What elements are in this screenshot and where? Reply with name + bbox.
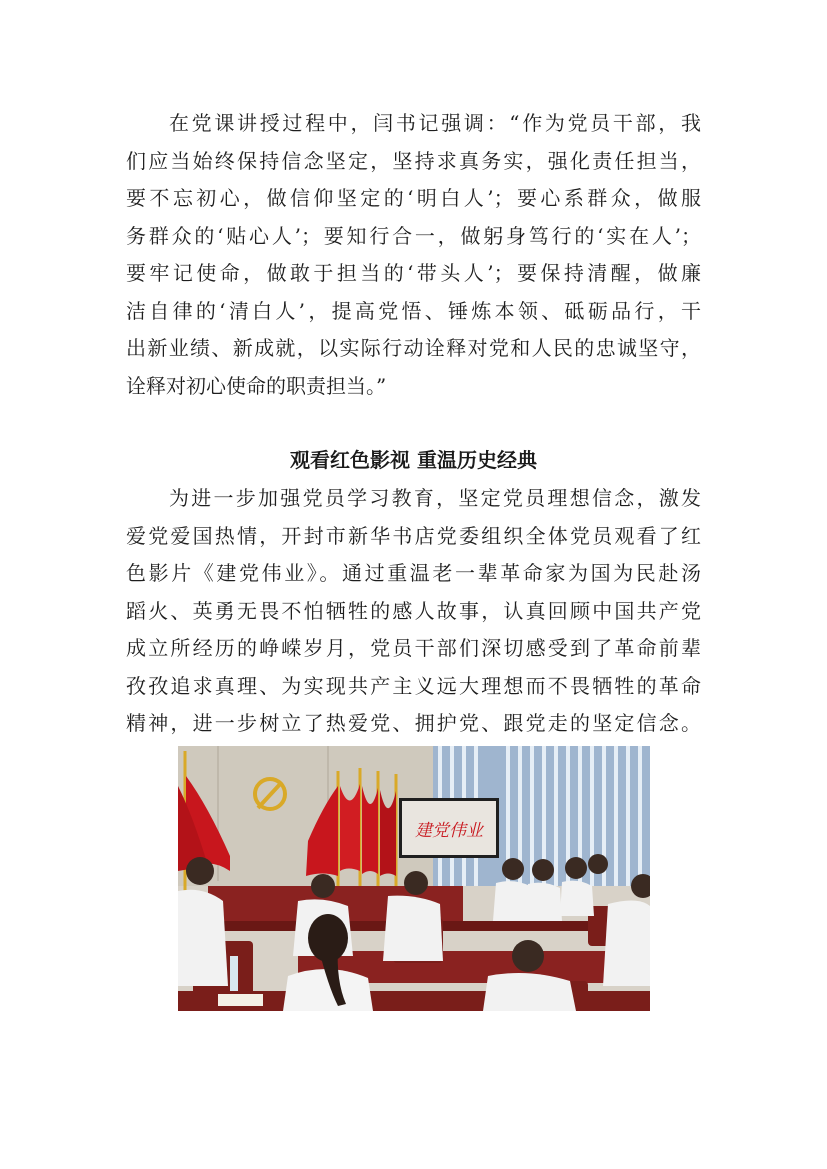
meeting-room-photo bbox=[178, 746, 650, 1011]
paragraph-line: 成立所经历的峥嵘岁月，党员干部们深切感受到了革命前辈 bbox=[126, 636, 701, 660]
section-heading: 观看红色影视 重温历史经典 bbox=[290, 448, 537, 472]
paragraph-line: 孜孜追求真理、为实现共产主义远大理想而不畏牺牲的革命 bbox=[126, 673, 701, 698]
intro-paragraph bbox=[126, 480, 701, 743]
paragraph-line: 在党课讲授过程中，闫书记强调：“作为党员干部，我 bbox=[169, 111, 701, 135]
paragraph-line: 精神，进一步树立了热爱党、拥护党、跟党走的坚定信念。 bbox=[126, 711, 701, 735]
paragraph-line: 要牢记使命，做敢于担当的‘带头人’；要保持清醒，做廉 bbox=[126, 261, 701, 285]
paragraph-line: 出新业绩、新成就，以实际行动诠释对党和人民的忠诚坚守， bbox=[126, 336, 701, 360]
paragraph-line: 蹈火、英勇无畏不怕牺牲的感人故事，认真回顾中国共产党 bbox=[126, 598, 701, 623]
paragraph-line: 为进一步加强党员学习教育，坚定党员理想信念，激发 bbox=[169, 486, 701, 510]
paragraph-line: 诠释对初心使命的职责担当。” bbox=[126, 373, 387, 398]
paragraph-line: 色影片《建党伟业》。通过重温老一辈革命家为国为民赴汤 bbox=[126, 561, 701, 585]
screen-title: 建党伟业 bbox=[415, 821, 483, 841]
quote-paragraph bbox=[126, 105, 701, 405]
paragraph-line: 要不忘初心，做信仰坚定的‘明白人’；要心系群众，做服 bbox=[126, 186, 701, 210]
paragraph-line: 们应当始终保持信念坚定，坚持求真务实，强化责任担当， bbox=[126, 148, 701, 173]
paragraph-line: 爱党爱国热情，开封市新华书店党委组织全体党员观看了红 bbox=[126, 523, 701, 548]
paragraph-line: 洁自律的‘清白人’，提高党悟、锤炼本领、砥砺品行，干 bbox=[126, 298, 701, 323]
paragraph-line: 务群众的‘贴心人’；要知行合一，做躬身笃行的‘实在人’； bbox=[126, 223, 701, 248]
